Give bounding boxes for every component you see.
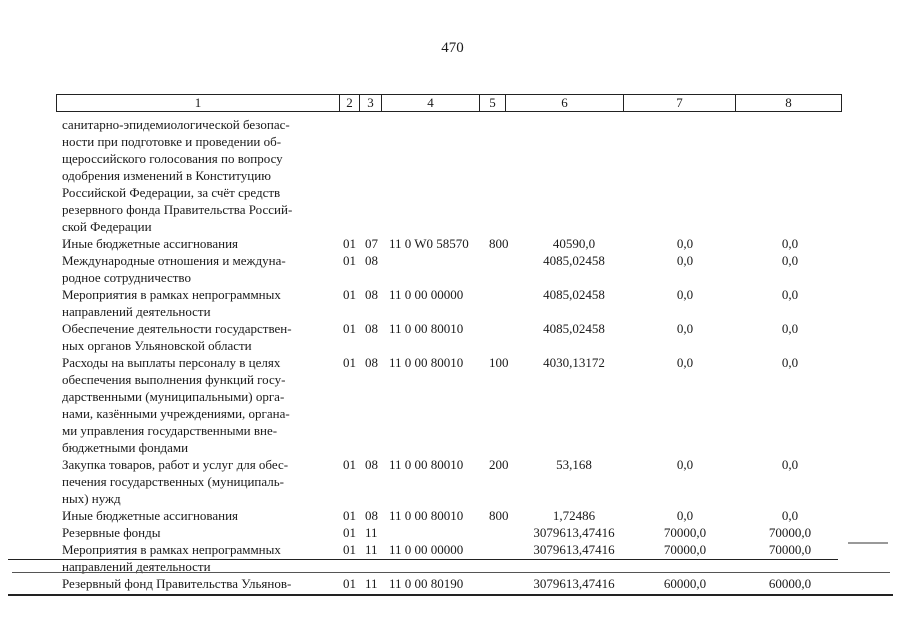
- column-header-1: 1: [57, 95, 340, 112]
- description-line: ской Федерации: [62, 219, 152, 234]
- section-code: 01: [343, 236, 356, 251]
- table-row: [0, 456, 905, 507]
- amount-col-7: 70000,0: [663, 542, 707, 557]
- description-line: Расходы на выплаты персоналу в целях: [62, 355, 281, 370]
- table-row: [0, 116, 905, 235]
- section-code: 01: [343, 525, 356, 540]
- description-line: Резервные фонды: [62, 525, 161, 540]
- amount-col-6: 4030,13172: [543, 355, 605, 370]
- section-code: 01: [343, 576, 356, 591]
- description-line: Обеспечение деятельности государствен-: [62, 321, 292, 336]
- row-description: [62, 354, 334, 456]
- subsection-code: 08: [365, 253, 378, 268]
- margin-mark: [848, 542, 888, 544]
- amount-col-6: 53,168: [556, 457, 592, 472]
- row-description: [62, 286, 334, 320]
- table-row: [0, 320, 905, 354]
- section-code: 01: [343, 355, 356, 370]
- amount-col-8: 70000,0: [768, 525, 812, 540]
- table-row: [0, 252, 905, 286]
- amount-col-8: 0,0: [781, 236, 799, 251]
- amount-col-8: 70000,0: [768, 542, 812, 557]
- description-line: Закупка товаров, работ и услуг для обес-: [62, 457, 289, 472]
- description-line: одобрения изменений в Конституцию: [62, 168, 271, 183]
- amount-col-8: 0,0: [781, 508, 799, 523]
- row-description: [62, 541, 334, 575]
- description-line: направлений деятельности: [62, 559, 211, 574]
- page-number: 470: [441, 40, 464, 56]
- section-code: 01: [343, 542, 356, 557]
- description-line: обеспечения выполнения функций госу-: [62, 372, 286, 387]
- target-article-code: 11 0 00 80010: [389, 508, 464, 523]
- amount-col-6: 3079613,47416: [533, 542, 615, 557]
- amount-col-6: 40590,0: [552, 236, 596, 251]
- section-code: 01: [343, 508, 356, 523]
- table-row: [0, 354, 905, 456]
- description-line: Иные бюджетные ассигнования: [62, 236, 239, 251]
- description-line: Российской Федерации, за счёт средств: [62, 185, 281, 200]
- table-row: [0, 575, 905, 592]
- subsection-code: 08: [365, 508, 378, 523]
- table-row: [0, 524, 905, 541]
- target-article-code: 11 0 00 80190: [389, 576, 464, 591]
- column-header-5: 5: [480, 95, 506, 112]
- amount-col-6: 1,72486: [552, 508, 596, 523]
- description-line: Резервный фонд Правительства Ульянов-: [62, 576, 292, 591]
- horizontal-rule: [8, 594, 893, 596]
- horizontal-rule: [8, 559, 838, 560]
- amount-col-8: 0,0: [781, 321, 799, 336]
- description-line: направлений деятельности: [62, 304, 211, 319]
- subsection-code: 11: [365, 576, 378, 591]
- subsection-code: 08: [365, 457, 378, 472]
- amount-col-7: 0,0: [676, 236, 694, 251]
- amount-col-7: 0,0: [676, 355, 694, 370]
- amount-col-6: 3079613,47416: [533, 576, 615, 591]
- subsection-code: 11: [365, 525, 378, 540]
- table-row: [0, 541, 905, 575]
- amount-col-6: 4085,02458: [543, 321, 605, 336]
- expense-type-code: 100: [489, 355, 509, 370]
- amount-col-7: 0,0: [676, 508, 694, 523]
- section-code: 01: [343, 321, 356, 336]
- amount-col-8: 0,0: [781, 457, 799, 472]
- column-header-3: 3: [360, 95, 382, 112]
- amount-col-8: 0,0: [781, 287, 799, 302]
- description-line: щероссийского голосования по вопросу: [62, 151, 283, 166]
- row-description: [62, 252, 334, 286]
- subsection-code: 08: [365, 321, 378, 336]
- amount-col-7: 0,0: [676, 457, 694, 472]
- expense-type-code: 200: [489, 457, 509, 472]
- subsection-code: 08: [365, 355, 378, 370]
- description-line: дарственными (муниципальными) орга-: [62, 389, 285, 404]
- description-line: Мероприятия в рамках непрограммных: [62, 542, 281, 557]
- target-article-code: 11 0 00 00000: [389, 287, 464, 302]
- description-line: санитарно-эпидемиологической безопас-: [62, 117, 290, 132]
- target-article-code: 11 0 00 80010: [389, 355, 464, 370]
- section-code: 01: [343, 253, 356, 268]
- budget-table-body: [0, 116, 905, 592]
- description-line: Международные отношения и междуна-: [62, 253, 286, 268]
- description-line: печения государственных (муниципаль-: [62, 474, 285, 489]
- amount-col-7: 60000,0: [663, 576, 707, 591]
- subsection-code: 08: [365, 287, 378, 302]
- row-description: [62, 524, 334, 541]
- subsection-code: 07: [365, 236, 378, 251]
- amount-col-8: 0,0: [781, 355, 799, 370]
- amount-col-6: 3079613,47416: [533, 525, 615, 540]
- amount-col-7: 0,0: [676, 287, 694, 302]
- amount-col-6: 4085,02458: [543, 253, 605, 268]
- description-line: Мероприятия в рамках непрограммных: [62, 287, 281, 302]
- column-header-6: 6: [506, 95, 624, 112]
- row-description: [62, 235, 334, 252]
- column-header-row: [56, 94, 842, 112]
- table-row: [0, 507, 905, 524]
- description-line: ми управления государственными вне-: [62, 423, 278, 438]
- column-header-2: 2: [340, 95, 360, 112]
- table-row: [0, 235, 905, 252]
- description-line: резервного фонда Правительства Россий-: [62, 202, 293, 217]
- expense-type-code: 800: [489, 236, 509, 251]
- target-article-code: 11 0 00 00000: [389, 542, 464, 557]
- description-line: бюджетными фондами: [62, 440, 189, 455]
- column-header-8: 8: [736, 95, 842, 112]
- amount-col-8: 0,0: [781, 253, 799, 268]
- description-line: ных) нужд: [62, 491, 121, 506]
- description-line: ных органов Ульяновской области: [62, 338, 252, 353]
- amount-col-7: 0,0: [676, 253, 694, 268]
- target-article-code: 11 0 W0 58570: [389, 236, 469, 251]
- row-description: [62, 575, 334, 592]
- section-code: 01: [343, 457, 356, 472]
- horizontal-rule: [12, 572, 890, 573]
- row-description: [62, 320, 334, 354]
- description-line: родное сотрудничество: [62, 270, 191, 285]
- description-line: Иные бюджетные ассигнования: [62, 508, 239, 523]
- amount-col-6: 4085,02458: [543, 287, 605, 302]
- column-header-4: 4: [382, 95, 480, 112]
- subsection-code: 11: [365, 542, 378, 557]
- description-line: нами, казёнными учреждениями, органа-: [62, 406, 290, 421]
- row-description: [62, 507, 334, 524]
- table-row: [0, 286, 905, 320]
- description-line: ности при подготовке и проведении об-: [62, 134, 282, 149]
- target-article-code: 11 0 00 80010: [389, 321, 464, 336]
- section-code: 01: [343, 287, 356, 302]
- amount-col-7: 70000,0: [663, 525, 707, 540]
- column-header-7: 7: [624, 95, 736, 112]
- amount-col-7: 0,0: [676, 321, 694, 336]
- target-article-code: 11 0 00 80010: [389, 457, 464, 472]
- expense-type-code: 800: [489, 508, 509, 523]
- row-description: [62, 116, 334, 235]
- amount-col-8: 60000,0: [768, 576, 812, 591]
- row-description: [62, 456, 334, 507]
